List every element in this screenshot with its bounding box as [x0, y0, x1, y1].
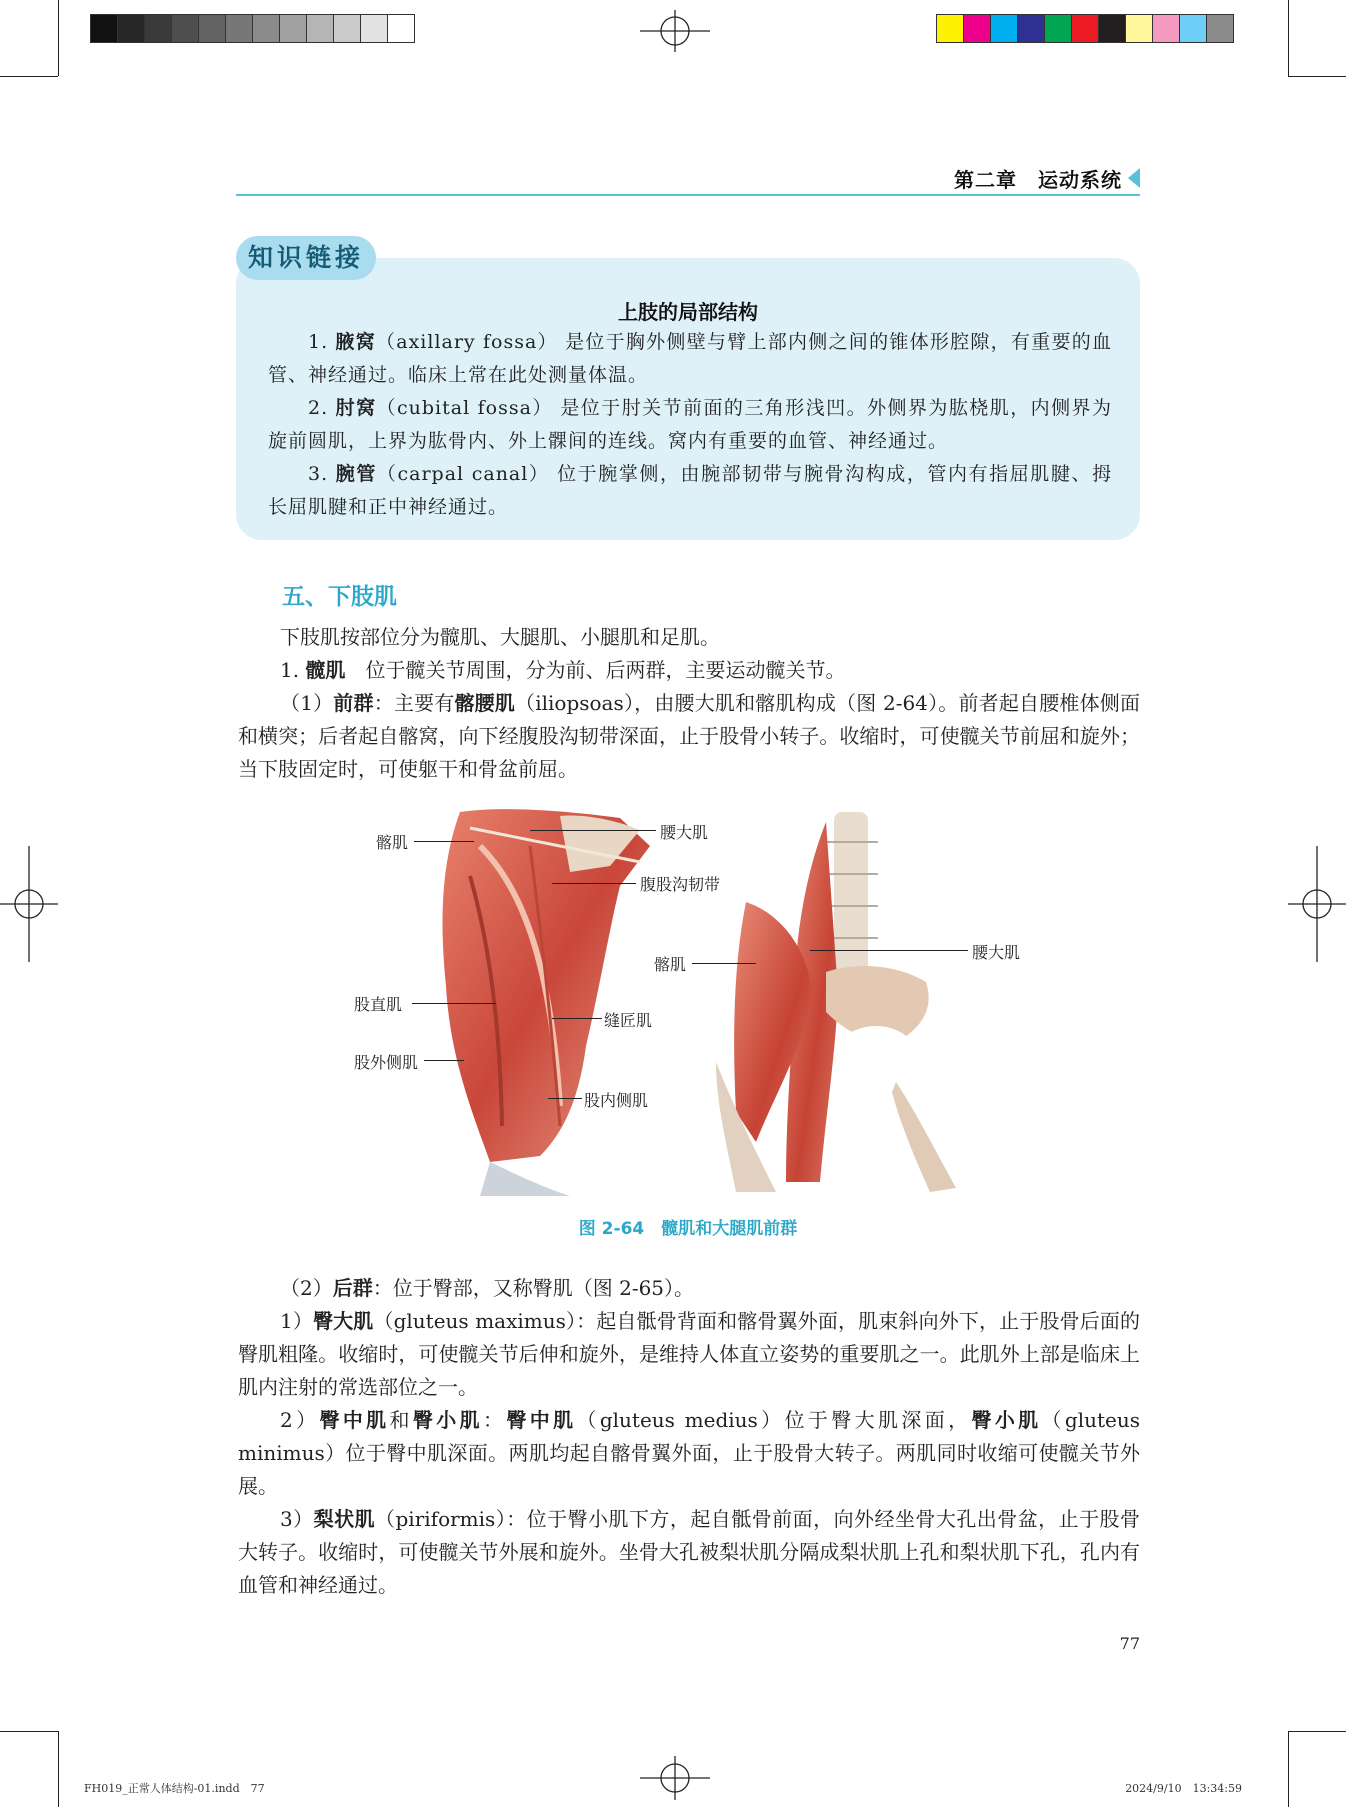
- cmyk-color-bar: [936, 14, 1233, 43]
- label-inguinal-ligament: 腹股沟韧带: [640, 875, 721, 894]
- label-iliacus-right: 髂肌: [654, 955, 687, 974]
- thigh-muscles-illustration: [410, 806, 670, 1196]
- color-swatch: [1125, 14, 1153, 43]
- leader-line: [412, 1003, 496, 1004]
- gray-swatch: [198, 14, 226, 43]
- figure-caption: 图 2-64 髋肌和大腿肌前群: [578, 1219, 798, 1239]
- slug-file-info: FH019_正常人体结构-01.indd 77: [84, 1782, 265, 1795]
- paragraph-text: （gluteus medius）位于臀大肌深面，: [576, 1408, 972, 1432]
- item-number: 1）: [280, 1309, 314, 1333]
- label-vastus-lateralis: 股外侧肌: [354, 1053, 419, 1072]
- gray-swatch: [117, 14, 145, 43]
- label-psoas-major-right: 腰大肌: [972, 943, 1021, 962]
- gray-color-bar: [90, 14, 414, 43]
- gray-swatch: [333, 14, 361, 43]
- leader-line: [414, 841, 474, 842]
- color-swatch: [1017, 14, 1045, 43]
- term-posterior-group: 后群: [332, 1276, 373, 1300]
- color-swatch: [1071, 14, 1099, 43]
- gray-swatch: [360, 14, 388, 43]
- knowledge-item: [268, 458, 1112, 524]
- gray-swatch: [144, 14, 172, 43]
- gray-swatch: [306, 14, 334, 43]
- item-latin: （carpal canal）: [376, 463, 550, 485]
- chapter-title: 第二章 运动系统: [954, 168, 1122, 192]
- color-swatch: [963, 14, 991, 43]
- section-title: 五、下肢肌: [282, 584, 397, 610]
- slug-timestamp: 2024/9/10 13:34:59: [1125, 1782, 1242, 1795]
- term-gluteus-maximus: 臀大肌: [313, 1309, 374, 1333]
- crop-mark: [1288, 1731, 1346, 1732]
- paragraph-text: （piriformis）：位于臀小肌下方，起自骶骨前面，向外经坐骨大孔出骨盆，止于股骨大转子。收缩时，可使髋关节外展和旋外。坐骨大孔被梨状肌分隔成梨状肌上孔和梨状肌下孔，孔内有血管和神经通过。: [238, 1507, 1141, 1597]
- item-number: 2.: [308, 397, 329, 419]
- paragraph-text: 位于髋关节周围，分为前、后两群，主要运动髋关节。: [345, 658, 846, 682]
- registration-mark: [0, 846, 58, 962]
- paragraph-text: 和: [389, 1408, 413, 1432]
- term-gluteus-minimus: 臀小肌: [971, 1408, 1042, 1432]
- item-latin: （cubital fossa）: [376, 397, 553, 419]
- leader-line: [552, 1018, 602, 1019]
- color-swatch: [1044, 14, 1072, 43]
- knowledge-item: [268, 392, 1112, 458]
- hip-muscle-paragraph: [238, 654, 1140, 687]
- item-text: 是位于肘关节前面的三角形浅凹。外侧界为肱桡肌，内侧界为旋前圆肌，上界为肱骨内、外上髁间的连线。窝内有重要的血管、神经通过。: [268, 397, 1112, 452]
- paragraph-text: ：位于臀部，又称臀肌（图 2-65）。: [372, 1276, 695, 1300]
- label-sartorius: 缝匠肌: [604, 1011, 653, 1030]
- item-term: 肘窝: [335, 397, 377, 419]
- gray-swatch: [171, 14, 199, 43]
- term-gluteus-medius: 臀中肌: [506, 1408, 577, 1432]
- item-number: 3.: [308, 463, 329, 485]
- leader-line: [530, 830, 656, 831]
- color-swatch: [936, 14, 964, 43]
- crop-mark: [1288, 76, 1346, 77]
- leader-line: [552, 883, 636, 884]
- leader-line: [810, 950, 968, 951]
- gluteus-maximus-paragraph: [238, 1305, 1140, 1404]
- item-number: 1.: [280, 658, 300, 682]
- paragraph-text: ：主要有: [373, 691, 455, 715]
- color-swatch: [990, 14, 1018, 43]
- posterior-group-paragraph: [238, 1272, 1140, 1305]
- crop-mark: [1288, 1731, 1289, 1807]
- item-number: （1）: [280, 691, 334, 715]
- gray-swatch: [225, 14, 253, 43]
- registration-mark: [1288, 846, 1346, 962]
- intro-paragraph: 下肢肌按部位分为髋肌、大腿肌、小腿肌和足肌。: [280, 625, 720, 649]
- crop-mark: [0, 1731, 58, 1732]
- knowledge-item: [268, 326, 1112, 392]
- term-anterior-group: 前群: [333, 691, 374, 715]
- page-number: 77: [1119, 1634, 1140, 1653]
- registration-mark: [640, 10, 710, 52]
- item-number: 3）: [280, 1507, 314, 1531]
- color-swatch: [1179, 14, 1207, 43]
- leader-line: [548, 1098, 582, 1099]
- color-swatch: [1206, 14, 1234, 43]
- crop-mark: [1288, 0, 1289, 76]
- term-hip-muscle: 髋肌: [305, 658, 346, 682]
- triangle-marker-icon: [1128, 168, 1140, 188]
- item-number: 1.: [308, 331, 329, 353]
- anterior-group-paragraph: [238, 687, 1140, 786]
- label-iliacus-left: 髂肌: [376, 833, 409, 852]
- leader-line: [424, 1060, 464, 1061]
- item-term: 腕管: [335, 463, 377, 485]
- item-text: 是位于胸外侧壁与臂上部内侧之间的锥体形腔隙，有重要的血管、神经通过。临床上常在此处测量体温。: [268, 331, 1112, 386]
- crop-mark: [58, 0, 59, 76]
- crop-mark: [0, 76, 58, 77]
- term-gluteus-medius: 臀中肌: [319, 1408, 390, 1432]
- gray-swatch: [279, 14, 307, 43]
- running-header: [236, 160, 1140, 196]
- item-latin: （axillary fossa）: [375, 331, 558, 353]
- term-iliopsoas: 髂腰肌: [454, 691, 516, 715]
- registration-mark: [640, 1756, 710, 1800]
- gray-swatch: [90, 14, 118, 43]
- piriformis-paragraph: [238, 1503, 1140, 1602]
- item-number: （2）: [280, 1276, 333, 1300]
- knowledge-link-badge: 知识链接: [236, 236, 376, 280]
- item-text: 位于腕掌侧，由腕部韧带与腕骨沟构成，管内有指屈肌腱、拇长屈肌腱和正中神经通过。: [268, 463, 1112, 518]
- label-rectus-femoris: 股直肌: [354, 995, 403, 1014]
- term-piriformis: 梨状肌: [313, 1507, 376, 1531]
- crop-mark: [58, 1731, 59, 1807]
- gluteus-medius-minimus-paragraph: [238, 1404, 1140, 1503]
- leader-line: [692, 963, 756, 964]
- label-vastus-medialis: 股内侧肌: [584, 1091, 649, 1110]
- item-number: 2）: [280, 1408, 320, 1432]
- gray-swatch: [252, 14, 280, 43]
- paragraph-text: （gluteus maximus）：起自骶骨背面和髂骨翼外面，肌束斜向外下，止于股骨后面的臀肌粗隆。收缩时，可使髋关节后伸和旋外，是维持人体直立姿势的重要肌之一。此肌外上部是临床上肌内注射的常选部位之一。: [238, 1309, 1140, 1399]
- paragraph-text: ：: [483, 1408, 507, 1432]
- paragraph-text: （iliopsoas），由腰大肌和髂肌构成（图 2-64）。前者起自腰椎体侧面和横突；后者起自髂窝，向下经腹股沟韧带深面，止于股骨小转子。收缩时，可使髋关节前屈和旋外；当下肢固定时，可使躯干和骨盆前屈。: [238, 691, 1140, 781]
- pelvis-iliopsoas-illustration: [716, 812, 964, 1192]
- gray-swatch: [387, 14, 415, 43]
- term-gluteus-minimus: 臀小肌: [412, 1408, 484, 1432]
- label-psoas-major-top: 腰大肌: [660, 823, 709, 842]
- color-swatch: [1152, 14, 1180, 43]
- item-term: 腋窝: [335, 331, 376, 353]
- knowledge-box-title: 上肢的局部结构: [618, 300, 758, 324]
- color-swatch: [1098, 14, 1126, 43]
- paragraph-text: （gluteus minimus）位于臀中肌深面。两肌均起自髂骨翼外面，止于股骨大转子。两肌同时收缩可使髋关节外展。: [238, 1408, 1141, 1498]
